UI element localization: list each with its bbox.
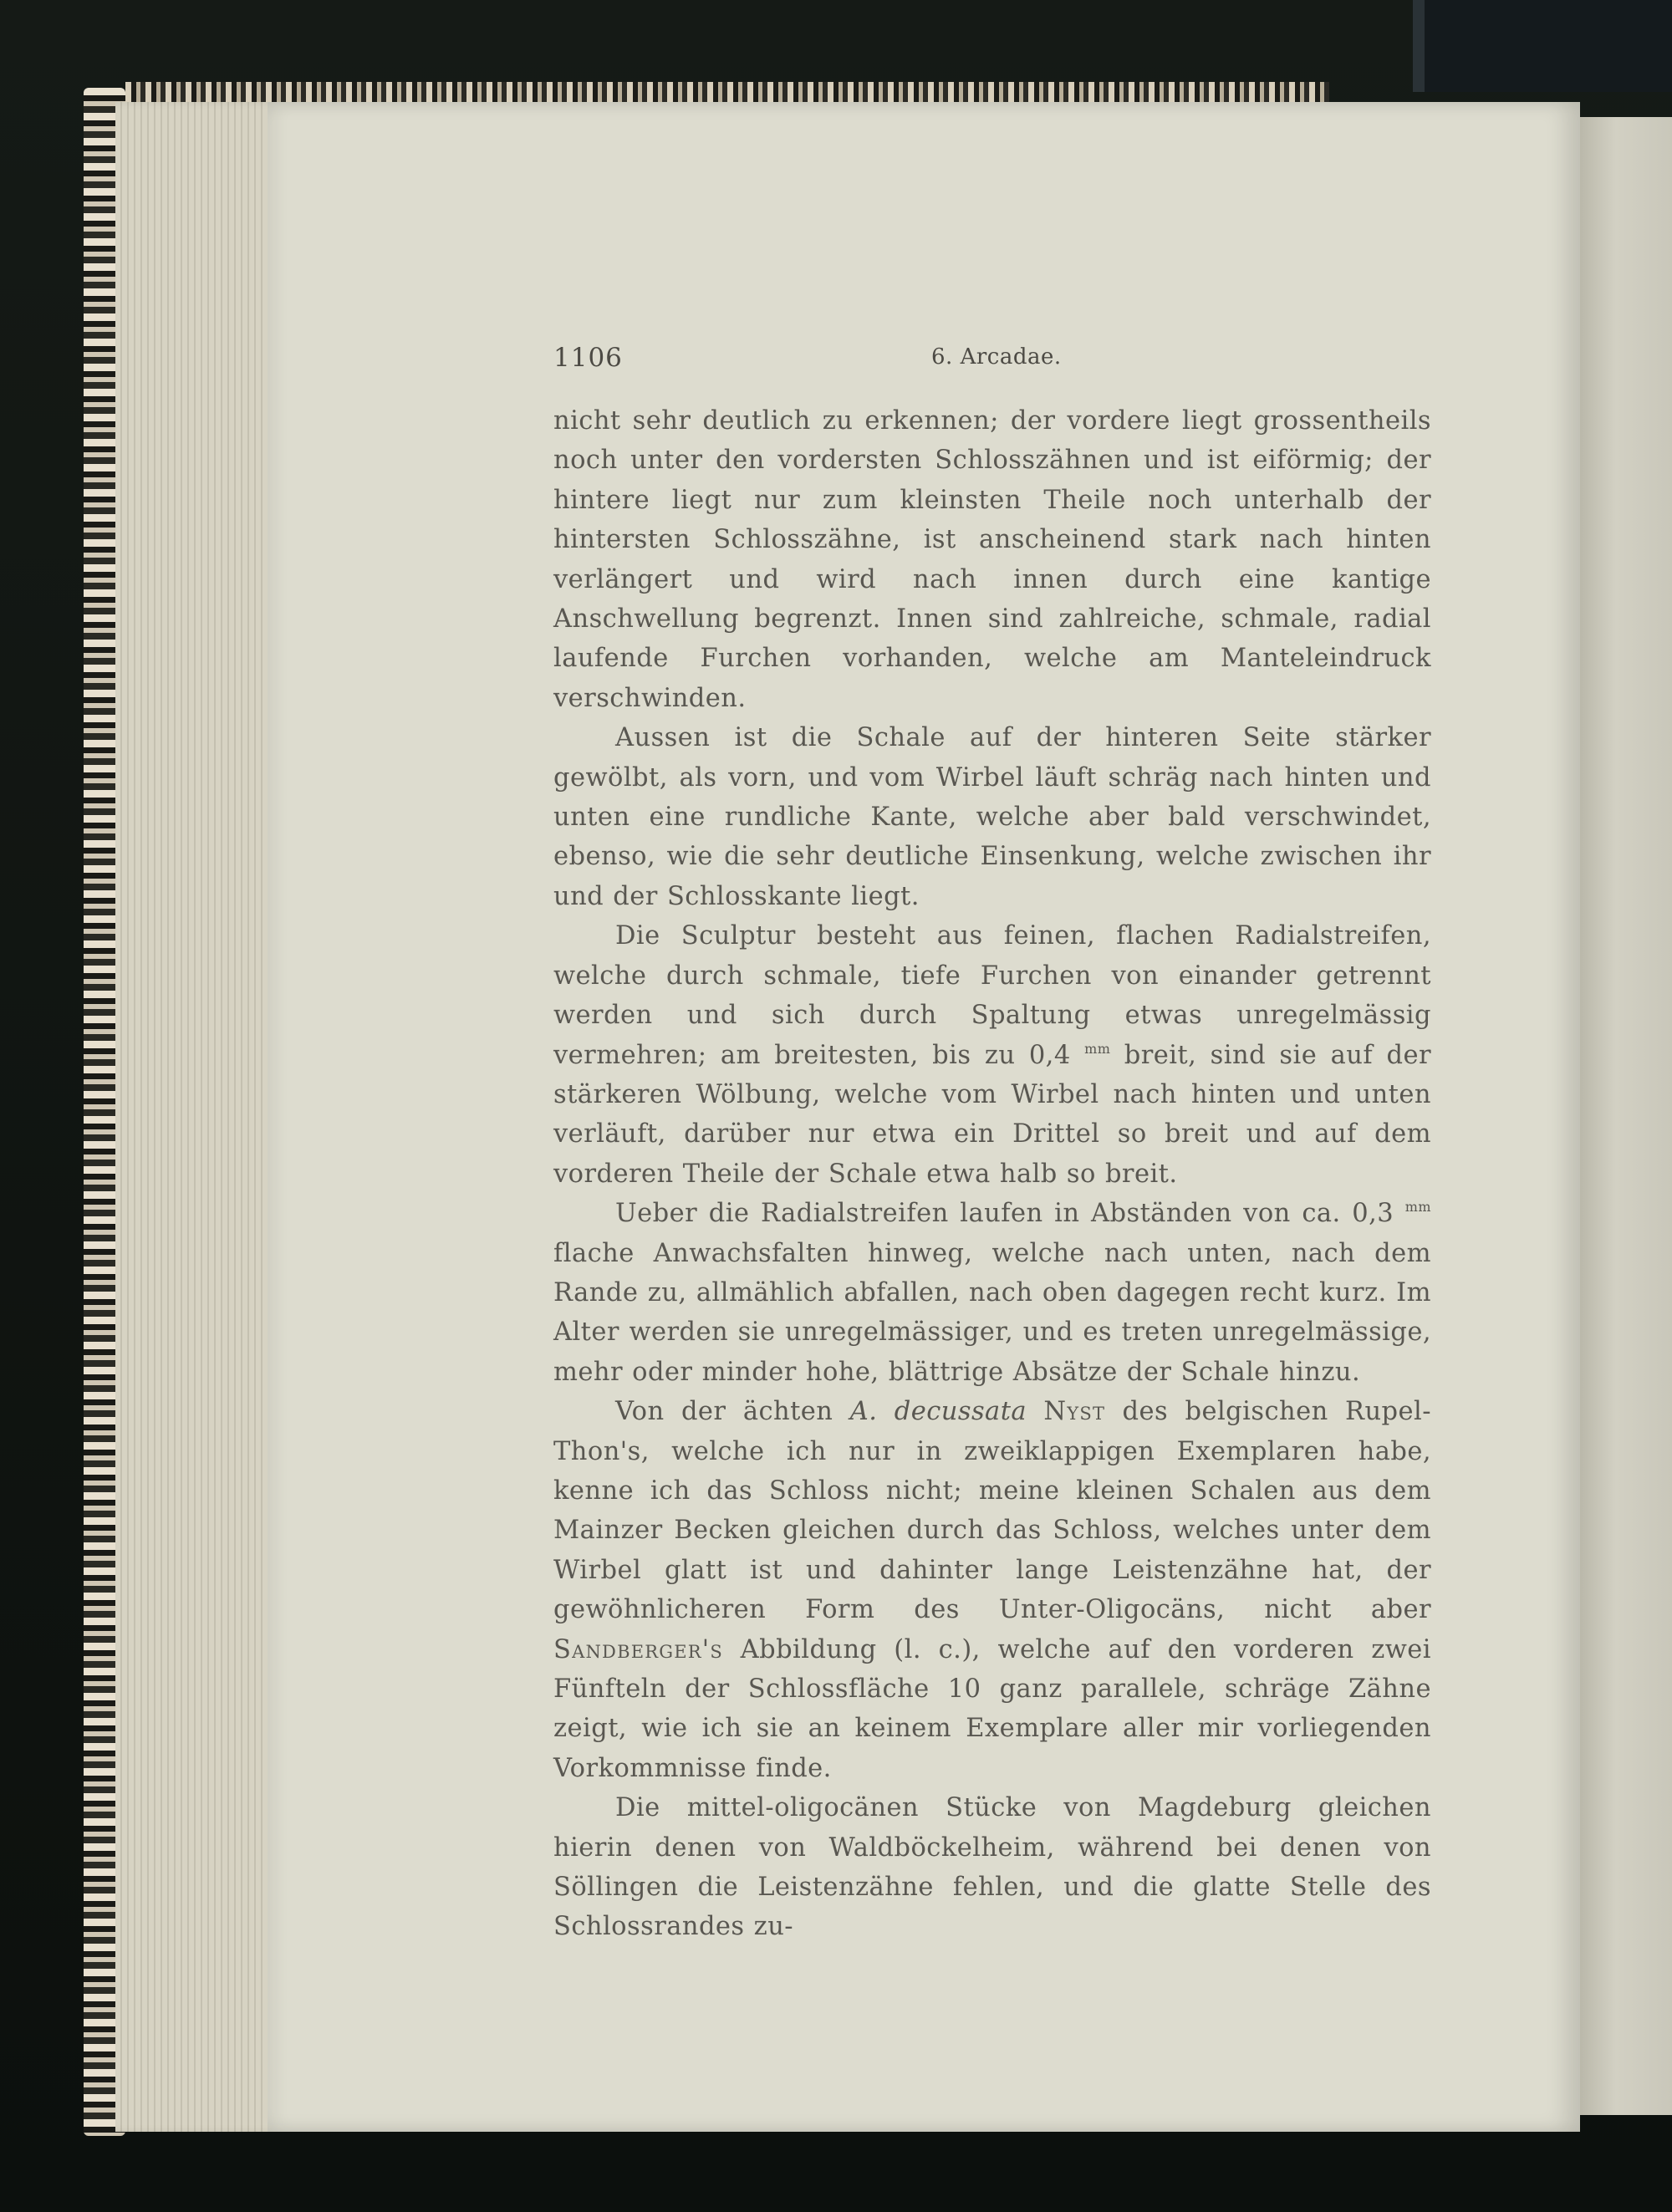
paragraph-text: Von der ächten	[615, 1397, 833, 1427]
paragraph-1	[553, 401, 1431, 718]
unit-superscript: mm	[1084, 1040, 1111, 1057]
page-number: 1106	[553, 343, 623, 373]
paragraph-text: nicht sehr deutlich zu erkennen; der vordere liegt grossentheils noch unter den vordersten Schlosszähnen und ist eiförmig; der hintere liegt nur zum kleinsten Theile noch unterhalb der hintersten Schlosszähne, ist anscheinend stark nach hinten verlängert und wird nach innen durch eine kantige Anschwellung begrenzt. Innen sind zahlreiche, schmale, radial laufende Furchen vorhanden, welche am Manteleindruck verschwinden.	[553, 406, 1431, 713]
paragraph-text: Aussen ist die Schale auf der hinteren Seite stärker gewölbt, als vorn, und vom Wirbel läuft schräg nach hinten und unten eine rundliche Kante, welche aber bald verschwindet, ebenso, wie die sehr deutliche Einsenkung, welche zwischen ihr und der Schlosskante liegt.	[553, 723, 1431, 911]
body-text	[553, 401, 1431, 1947]
paragraph-6	[553, 1788, 1431, 1947]
species-name: A. decussata	[849, 1397, 1027, 1427]
paragraph-text: flache Anwachsfalten hinweg, welche nach unten, nach dem Rande zu, allmählich abfallen, nach oben dagegen recht kurz. Im Alter werden sie unregelmässiger, und es treten unregelmässige, mehr oder minder hohe, blättrige Absätze der Schale hinzu.	[553, 1238, 1431, 1387]
author-name: Nyst	[1043, 1397, 1106, 1427]
paragraph-text: breit, sind sie auf der stärkeren Wölbung, welche vom Wirbel nach hinten und unten verläuft, darüber nur etwa ein Drittel so breit und auf dem vorderen Theile der Schale etwa halb so breit.	[553, 1040, 1431, 1189]
paragraph-text: Die Sculptur besteht aus feinen, flachen Radialstreifen, welche durch schmale, tiefe Furchen von einander getrennt werden und sich durch Spaltung etwas unregelmässig vermehren; am breitesten, bis zu 0,4	[553, 921, 1431, 1070]
page-edges-stack	[115, 102, 283, 2132]
cover-edge	[1413, 0, 1425, 92]
paragraph-2	[553, 718, 1431, 916]
paragraph-text: des belgischen Rupel-Thon's, welche ich nur in zweiklappigen Exemplaren habe, kenne ich das Schloss nicht; meine kleinen Schalen aus dem Mainzer Becken gleichen durch das Schloss, welches unter dem Wirbel glatt ist und dahinter lange Leistenzähne hat, der gewöhnlicheren Form des Unter-Oligocäns, nicht aber	[553, 1397, 1431, 1625]
paragraph-text: Abbildung (l. c.), welche auf den vorderen zwei Fünfteln der Schlossfläche 10 ganz parallele, schräge Zähne zeigt, wie ich sie an keinem Exemplare aller mir vorliegenden Vorkommnisse finde.	[553, 1634, 1431, 1783]
marbled-binding-top	[125, 82, 1329, 104]
paragraph-3	[553, 916, 1431, 1194]
paragraph-4	[553, 1194, 1431, 1392]
running-head	[553, 343, 1440, 376]
paragraph-text: Die mittel-oligocänen Stücke von Magdeburg gleichen hierin denen von Waldböckelheim, während bei denen von Söllingen die Leistenzähne fehlen, und die glatte Stelle des Schlossrandes zu-	[553, 1793, 1431, 1942]
author-name: Sandberger's	[553, 1634, 723, 1664]
book-cover	[1421, 0, 1672, 92]
paragraph-text: Ueber die Radialstreifen laufen in Abständen von ca. 0,3	[615, 1199, 1394, 1229]
unit-superscript: mm	[1404, 1199, 1431, 1216]
section-title: 6. Arcadae.	[931, 344, 1062, 370]
adjacent-page-edge	[1578, 117, 1672, 2115]
paragraph-5	[553, 1392, 1431, 1788]
